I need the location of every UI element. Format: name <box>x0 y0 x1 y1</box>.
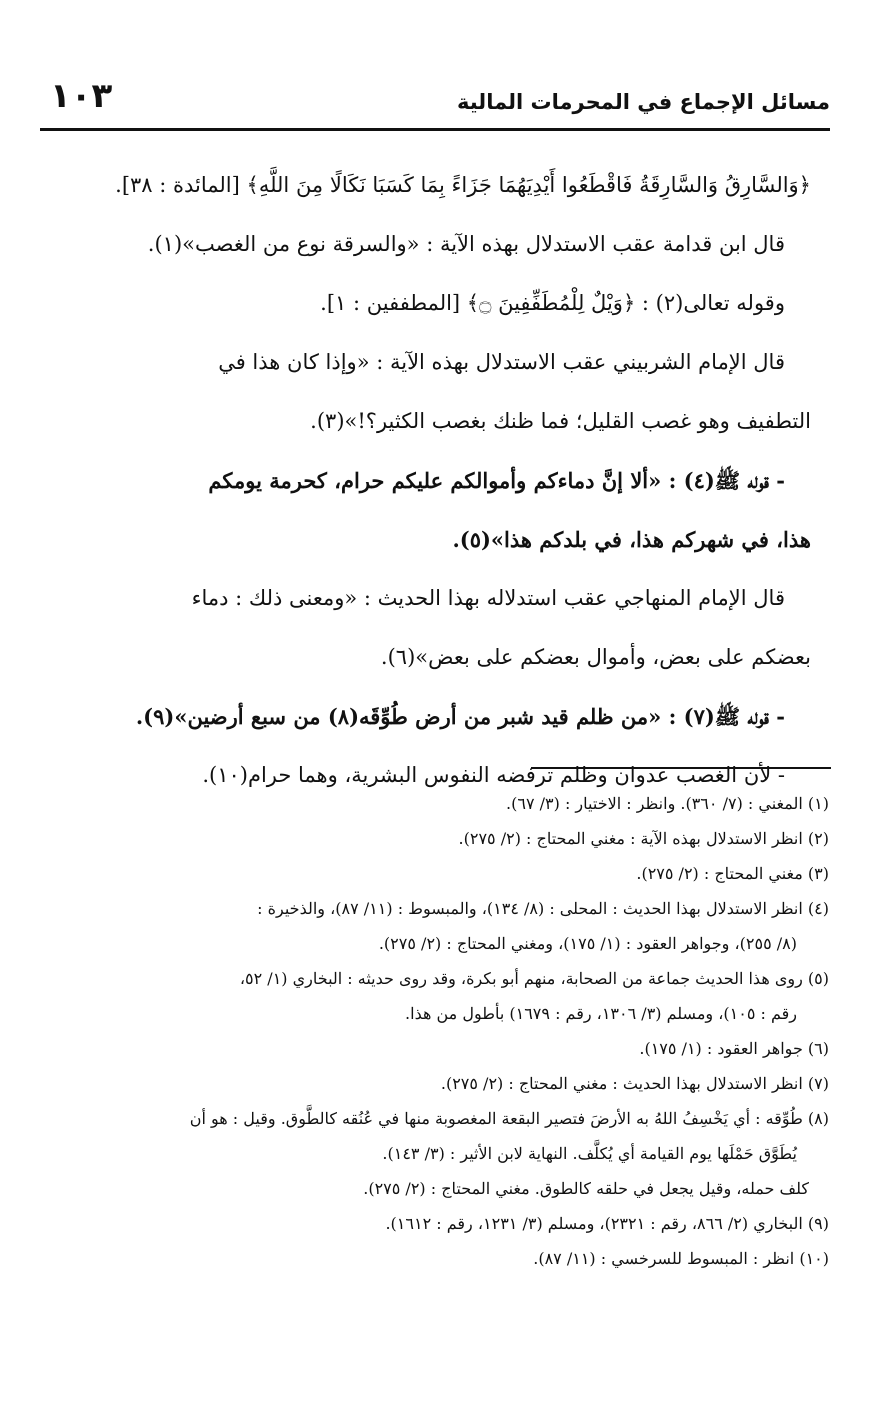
footnote: (٥) روى هذا الحديث جماعة من الصحابة، منهم أبو بكرة، وقد روى حديثه : البخاري (١/ ٥٢، <box>239 969 829 988</box>
hadith-line: هذا، في شهركم هذا، في بلدكم هذا»(٥). <box>452 527 811 552</box>
footnote: (٣) مغني المحتاج : (٢/ ٢٧٥). <box>636 864 829 883</box>
footnote: (١) المغني : (٧/ ٣٦٠). وانظر : الاختيار : (٣/ ٦٧). <box>506 794 829 813</box>
page-header <box>40 76 830 131</box>
body-line: قال الإمام المنهاجي عقب استدلاله بهذا الحديث : «ومعنى ذلك : دماء <box>191 586 785 610</box>
body-line: قال ابن قدامة عقب الاستدلال بهذه الآية : «والسرقة نوع من الغصب»(١). <box>147 232 785 256</box>
footnotes <box>39 786 829 1276</box>
quran-verse-line: ﴿وَالسَّارِقُ وَالسَّارِقَةُ فَاقْطَعُوا أَيْدِيَهُمَا جَزَاءً بِمَا كَسَبَا نَكَالًا مِنَ اللَّهِ﴾ [المائدة : ٣٨]. <box>115 173 811 197</box>
page-number: ١٠٣ <box>50 76 113 116</box>
main-text <box>41 156 811 805</box>
footnote: (٩) البخاري (٢/ ٨٦٦، رقم : ٢٣٢١)، ومسلم (٣/ ١٢٣١، رقم : ١٦١٢). <box>385 1214 829 1233</box>
body-line: بعضكم على بعض، وأموال بعضكم على بعض»(٦). <box>380 645 811 669</box>
footnote: (٤) انظر الاستدلال بهذا الحديث : المحلى : (٨/ ١٣٤)، والمبسوط : (١١/ ٨٧)، والذخيرة : <box>257 899 829 918</box>
body-line: التطفيف وهو غصب القليل؛ فما ظنك بغصب الكثير؟!»(٣). <box>310 409 811 433</box>
footnote: (٢) انظر الاستدلال بهذه الآية : مغني المحتاج : (٢/ ٢٧٥). <box>458 829 829 848</box>
running-title: مسائل الإجماع في المحرمات المالية <box>457 90 830 114</box>
body-line: وقوله تعالى(٢) : ﴿وَيْلٌ لِلْمُطَفِّفِينَ ۝﴾ [المطففين : ١]. <box>320 291 785 315</box>
hadith-line: - قوله ﷺ(٧) : «من ظلم قيد شبر من أرض طُوِّقَه(٨) من سبع أرضين»(٩). <box>135 704 785 729</box>
footnote-separator <box>531 767 831 769</box>
footnote-continuation: كلف حمله، وقيل يجعل في حلقه كالطوق. مغني المحتاج : (٢/ ٢٧٥). <box>363 1179 809 1198</box>
footnote: (٧) انظر الاستدلال بهذا الحديث : مغني المحتاج : (٢/ ٢٧٥). <box>440 1074 829 1093</box>
hadith-line: - قوله ﷺ(٤) : «ألا إنَّ دماءكم وأموالكم عليكم حرام، كحرمة يومكم <box>208 468 785 493</box>
footnote-continuation: يُطَوَّق حَمْلَها يوم القيامة أي يُكلَّف. النهاية لابن الأثير : (٣/ ١٤٣). <box>382 1144 797 1163</box>
body-line: - لأن الغصب عدوان وظلم ترفضه النفوس البشرية، وهما حرام(١٠). <box>202 763 785 787</box>
footnote: (٨) طُوِّقه : أي يَخْسِفُ اللهُ به الأرضَ فتصير البقعة المغصوبة منها في عُنُقه كالطَّوق. وقيل : هو أن <box>189 1109 829 1128</box>
footnote-continuation: (٨/ ٢٥٥)، وجواهر العقود : (١/ ١٧٥)، ومغني المحتاج : (٢/ ٢٧٥). <box>378 934 797 953</box>
body-line: قال الإمام الشربيني عقب الاستدلال بهذه الآية : «وإذا كان هذا في <box>218 350 785 374</box>
footnote: (١٠) انظر : المبسوط للسرخسي : (١١/ ٨٧). <box>533 1249 829 1268</box>
footnote: (٦) جواهر العقود : (١/ ١٧٥). <box>639 1039 829 1058</box>
footnote-continuation: رقم : ١٠٥)، ومسلم (٣/ ١٣٠٦، رقم : ١٦٧٩) بأطول من هذا. <box>405 1004 797 1023</box>
